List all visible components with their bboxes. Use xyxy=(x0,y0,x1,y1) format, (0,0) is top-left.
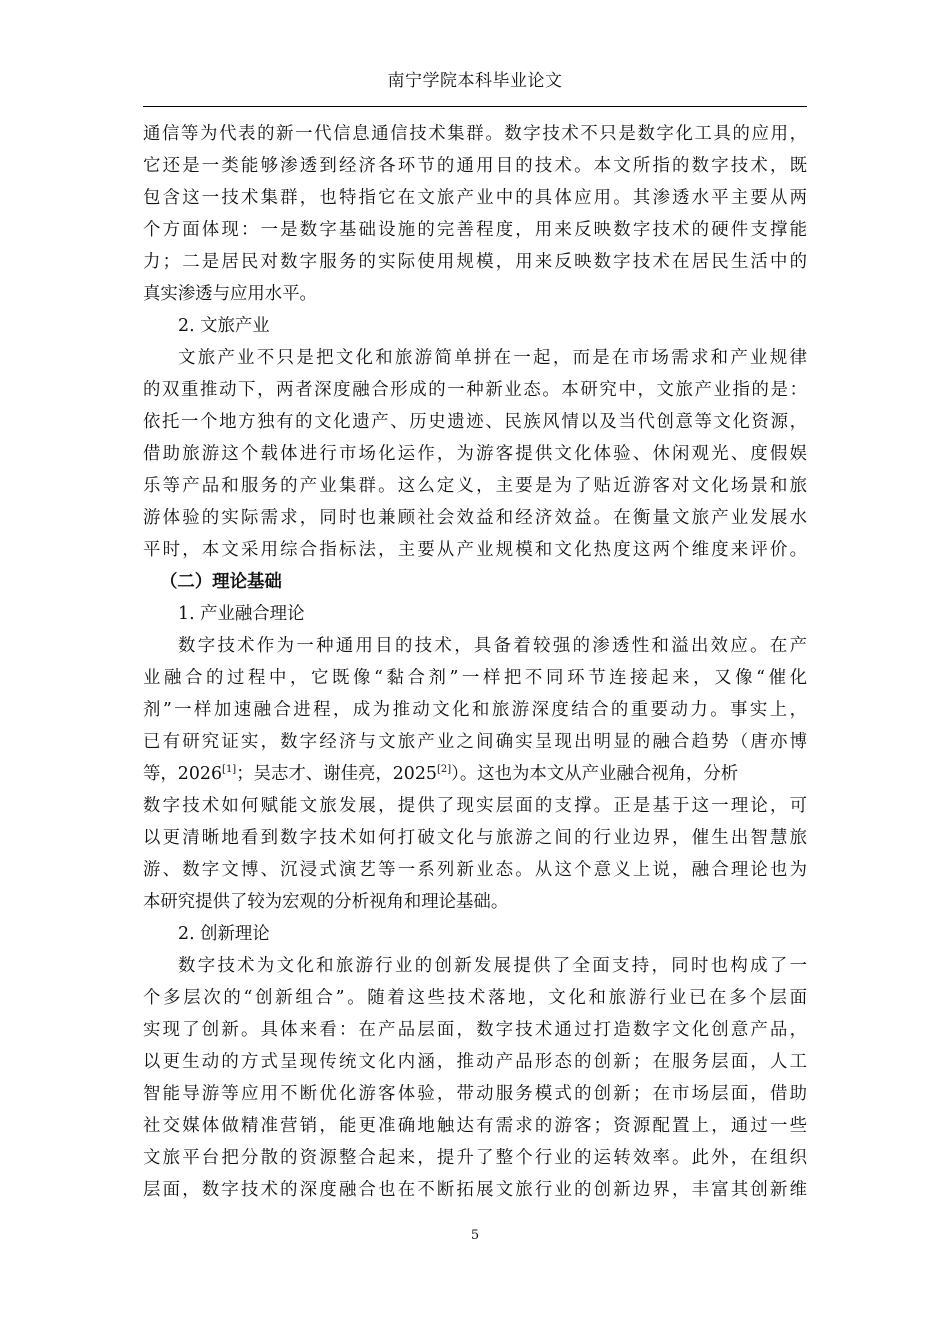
text-line: 数字技术如何赋能文旅发展，提供了现实层面的支撑。正是基于这一理论，可 xyxy=(143,796,807,816)
text-line: 业融合的过程中，它既像“黏合剂”一样把不同环节连接起来，又像“催化 xyxy=(143,668,807,688)
text-line: 依托一个地方独有的文化遗产、历史遗迹、民族风情以及当代创意等文化资源， xyxy=(143,412,807,432)
text-line: 层面，数字技术的深度融合也在不断拓展文旅行业的创新边界，丰富其创新维 xyxy=(143,1180,807,1200)
text-line: 力；二是居民对数字服务的实际使用规模，用来反映数字技术在居民生活中的 xyxy=(143,252,807,272)
subsection-heading: 1. 产业融合理论 xyxy=(178,604,305,624)
subsection-heading: 2. 文旅产业 xyxy=(178,316,270,336)
text-line: 已有研究证实，数字经济与文旅产业之间确实呈现出明显的融合趋势（唐亦博 xyxy=(143,732,807,752)
text-line: 个方面体现：一是数字基础设施的完善程度，用来反映数字技术的硬件支撑能 xyxy=(143,220,807,240)
text-line: 通信等为代表的新一代信息通信技术集群。数字技术不只是数字化工具的应用， xyxy=(143,124,807,144)
text-segment: 等，2026 xyxy=(143,764,223,784)
text-line: 以更清晰地看到数字技术如何打破文化与旅游之间的行业边界，催生出智慧旅 xyxy=(143,828,807,848)
text-line: 数字技术为文化和旅游行业的创新发展提供了全面支持，同时也构成了一 xyxy=(178,956,807,976)
text-line: 剂”一样加速融合进程，成为推动文化和旅游深度结合的重要动力。事实上， xyxy=(143,700,807,720)
header-rule xyxy=(143,106,807,107)
text-segment: ）。这也为本文从产业融合视角，分析 xyxy=(451,764,739,784)
text-line: 文旅产业不只是把文化和旅游简单拼在一起，而是在市场需求和产业规律 xyxy=(178,348,807,368)
section-heading: （二）理论基础 xyxy=(160,572,282,592)
text-line: 个多层次的“创新组合”。随着这些技术落地，文化和旅游行业已在多个层面 xyxy=(143,988,807,1008)
text-line: 借助旅游这个载体进行市场化运作，为游客提供文化体验、休闲观光、度假娱 xyxy=(143,444,807,464)
text-line: 社交媒体做精准营销，能更准确地触达有需求的游客；资源配置上，通过一些 xyxy=(143,1116,807,1136)
text-line: 游体验的实际需求，同时也兼顾社会效益和经济效益。在衡量文旅产业发展水 xyxy=(143,508,807,528)
text-line: 数字技术作为一种通用目的技术，具备着较强的渗透性和溢出效应。在产 xyxy=(178,636,807,656)
text-line: 包含这一技术集群，也特指它在文旅产业中的具体应用。其渗透水平主要从两 xyxy=(143,188,807,208)
text-line: 实现了创新。具体来看：在产品层面，数字技术通过打造数字文化创意产品， xyxy=(143,1020,807,1040)
text-line: 乐等产品和服务的产业集群。这么定义，主要是为了贴近游客对文化场景和旅 xyxy=(143,476,807,496)
text-segment: ；吴志才、谢佳亮，2025 xyxy=(236,764,437,784)
running-header: 南宁学院本科毕业论文 xyxy=(387,71,563,91)
citation-marker: [2] xyxy=(437,764,452,775)
citation-marker: [1] xyxy=(222,764,237,775)
text-line: 它还是一类能够渗透到经济各环节的通用目的技术。本文所指的数字技术，既 xyxy=(143,156,807,176)
text-line: 以更生动的方式呈现传统文化内涵，推动产品形态的创新；在服务层面，人工 xyxy=(143,1052,807,1072)
text-line: 的双重推动下，两者深度融合形成的一种新业态。本研究中，文旅产业指的是： xyxy=(143,380,807,400)
text-line: 本研究提供了较为宏观的分析视角和理论基础。 xyxy=(143,892,509,912)
text-line: 真实渗透与应用水平。 xyxy=(143,284,317,304)
text-line: 平时，本文采用综合指标法，主要从产业规模和文化热度这两个维度来评价。 xyxy=(143,540,807,560)
text-line-with-citations xyxy=(143,758,807,790)
text-line: 智能导游等应用不断优化游客体验，带动服务模式的创新；在市场层面，借助 xyxy=(143,1084,807,1104)
subsection-heading: 2. 创新理论 xyxy=(178,924,270,944)
body-text xyxy=(143,118,807,1206)
text-line: 文旅平台把分散的资源整合起来，提升了整个行业的运转效率。此外，在组织 xyxy=(143,1148,807,1168)
page-number: 5 xyxy=(470,1228,480,1243)
text-line: 游、数字文博、沉浸式演艺等一系列新业态。从这个意义上说，融合理论也为 xyxy=(143,860,807,880)
